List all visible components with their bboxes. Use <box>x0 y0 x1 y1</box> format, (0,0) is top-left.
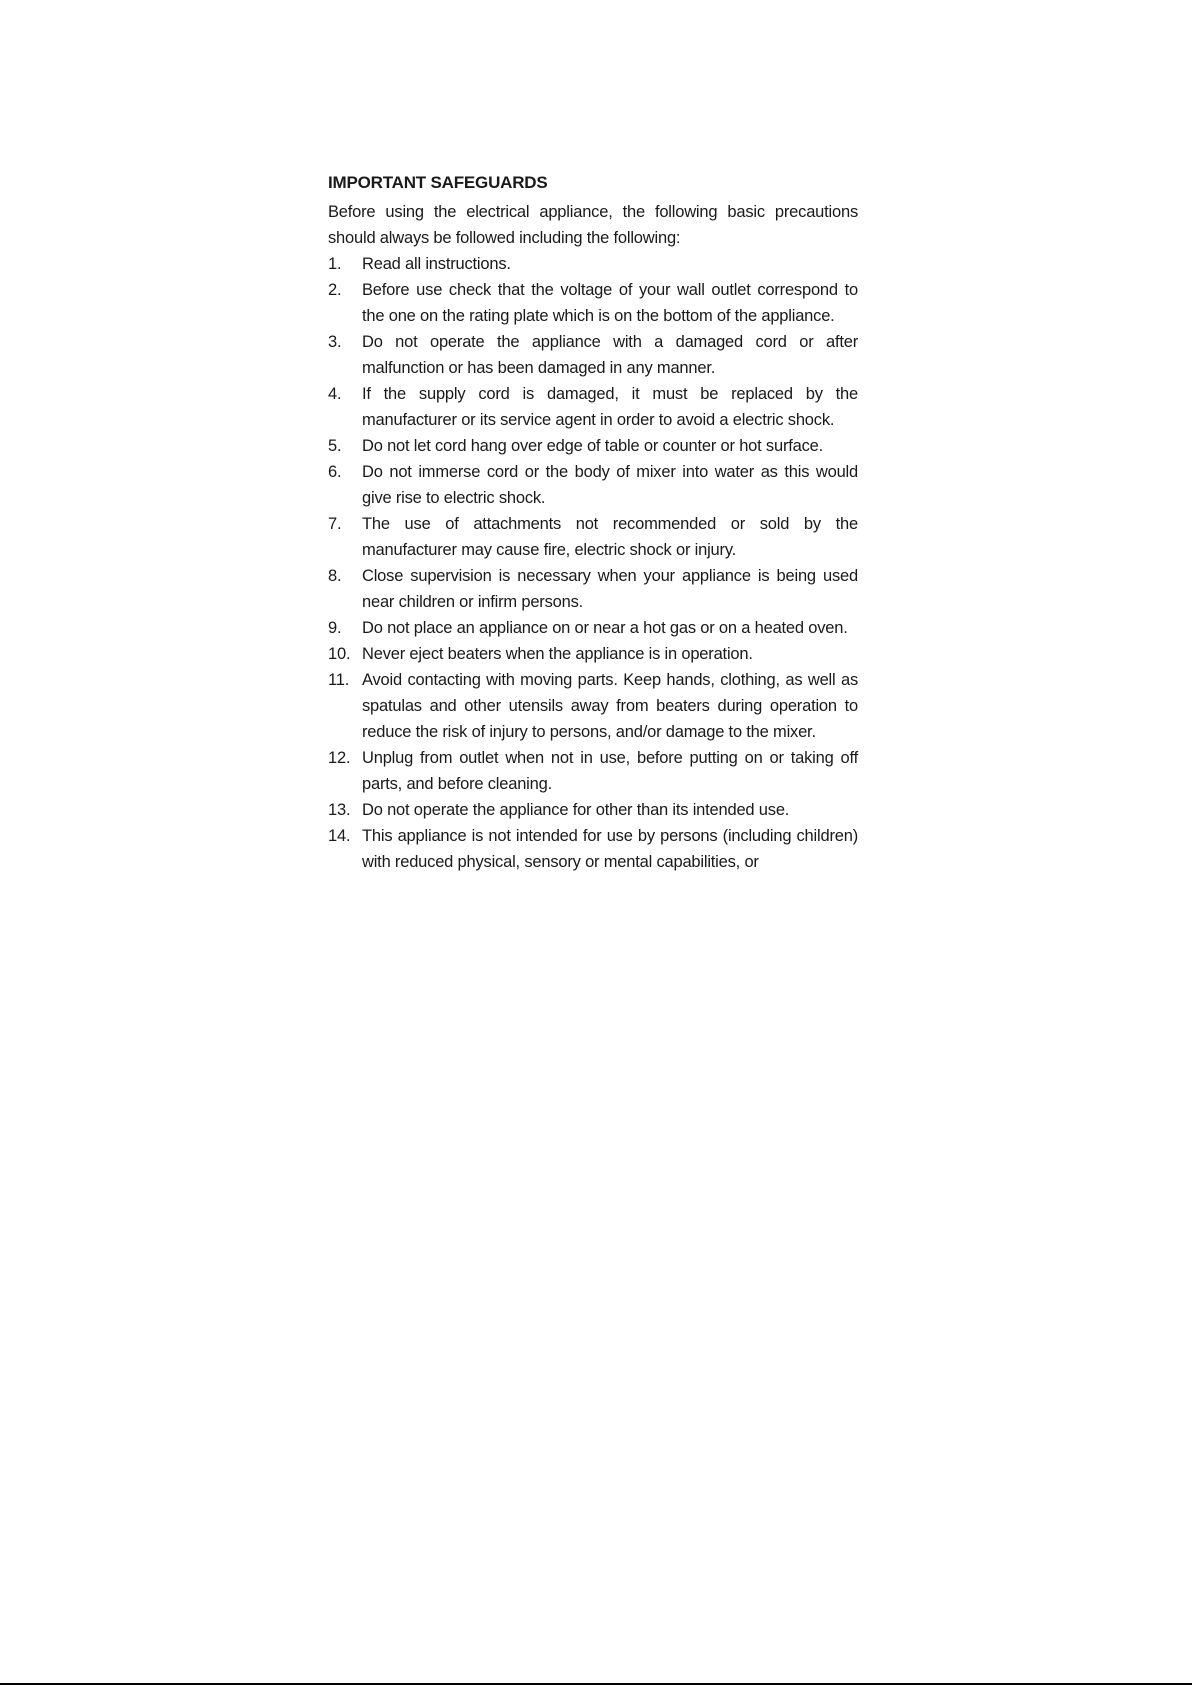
item-number: 1. <box>328 255 342 273</box>
item-text: Do not let cord hang over edge of table or counter or hot surface. <box>362 437 824 455</box>
item-text: The use of attachments not recommended or sold by the manufacturer may cause fire, electric shock or injury. <box>362 515 858 559</box>
item-number: 14. <box>328 827 351 845</box>
list-item <box>328 251 858 277</box>
item-number: 12. <box>328 749 351 767</box>
list-item <box>328 823 858 875</box>
list-item <box>328 745 858 797</box>
item-text: Never eject beaters when the appliance is in operation. <box>362 645 753 663</box>
list-item <box>328 797 858 823</box>
list-item <box>328 641 858 667</box>
item-text: Do not operate the appliance with a damaged cord or after malfunction or has been damaged in any manner. <box>362 333 858 377</box>
document-page <box>328 170 858 875</box>
list-item <box>328 511 858 563</box>
safeguards-list <box>328 251 858 875</box>
item-number: 8. <box>328 567 342 585</box>
item-text: Close supervision is necessary when your appliance is being used near children or infirm persons. <box>362 567 858 611</box>
item-text: This appliance is not intended for use by persons (including children) with reduced physical, sensory or mental capabilities, or <box>362 827 858 871</box>
item-number: 11. <box>328 671 350 689</box>
item-number: 3. <box>328 333 342 351</box>
item-text: Before use check that the voltage of your wall outlet correspond to the one on the rating plate which is on the bottom of the appliance. <box>362 281 858 325</box>
list-item <box>328 615 858 641</box>
list-item <box>328 277 858 329</box>
item-number: 5. <box>328 437 342 455</box>
list-item <box>328 459 858 511</box>
item-text: Avoid contacting with moving parts. Keep hands, clothing, as well as spatulas and other utensils away from beaters during operation to reduce the risk of injury to persons, and/or damage to the mixer. <box>362 671 858 741</box>
list-item <box>328 433 858 459</box>
intro-paragraph: Before using the electrical appliance, the following basic precautions should always be followed including the following: <box>328 203 858 247</box>
item-number: 2. <box>328 281 342 299</box>
list-item <box>328 381 858 433</box>
list-item <box>328 667 858 745</box>
item-text: Do not place an appliance on or near a hot gas or on a heated oven. <box>362 619 848 637</box>
item-number: 4. <box>328 385 342 403</box>
item-number: 10. <box>328 645 351 663</box>
item-text: Unplug from outlet when not in use, before putting on or taking off parts, and before cleaning. <box>362 749 858 793</box>
document-title: IMPORTANT SAFEGUARDS <box>328 173 548 192</box>
item-number: 7. <box>328 515 342 533</box>
item-text: If the supply cord is damaged, it must be replaced by the manufacturer or its service agent in order to avoid a electric shock. <box>362 385 858 429</box>
item-number: 6. <box>328 463 342 481</box>
item-number: 9. <box>328 619 342 637</box>
list-item <box>328 563 858 615</box>
list-item <box>328 329 858 381</box>
item-text: Do not operate the appliance for other than its intended use. <box>362 801 790 819</box>
item-number: 13. <box>328 801 351 819</box>
item-text: Read all instructions. <box>362 255 511 273</box>
item-text: Do not immerse cord or the body of mixer into water as this would give rise to electric shock. <box>362 463 858 507</box>
